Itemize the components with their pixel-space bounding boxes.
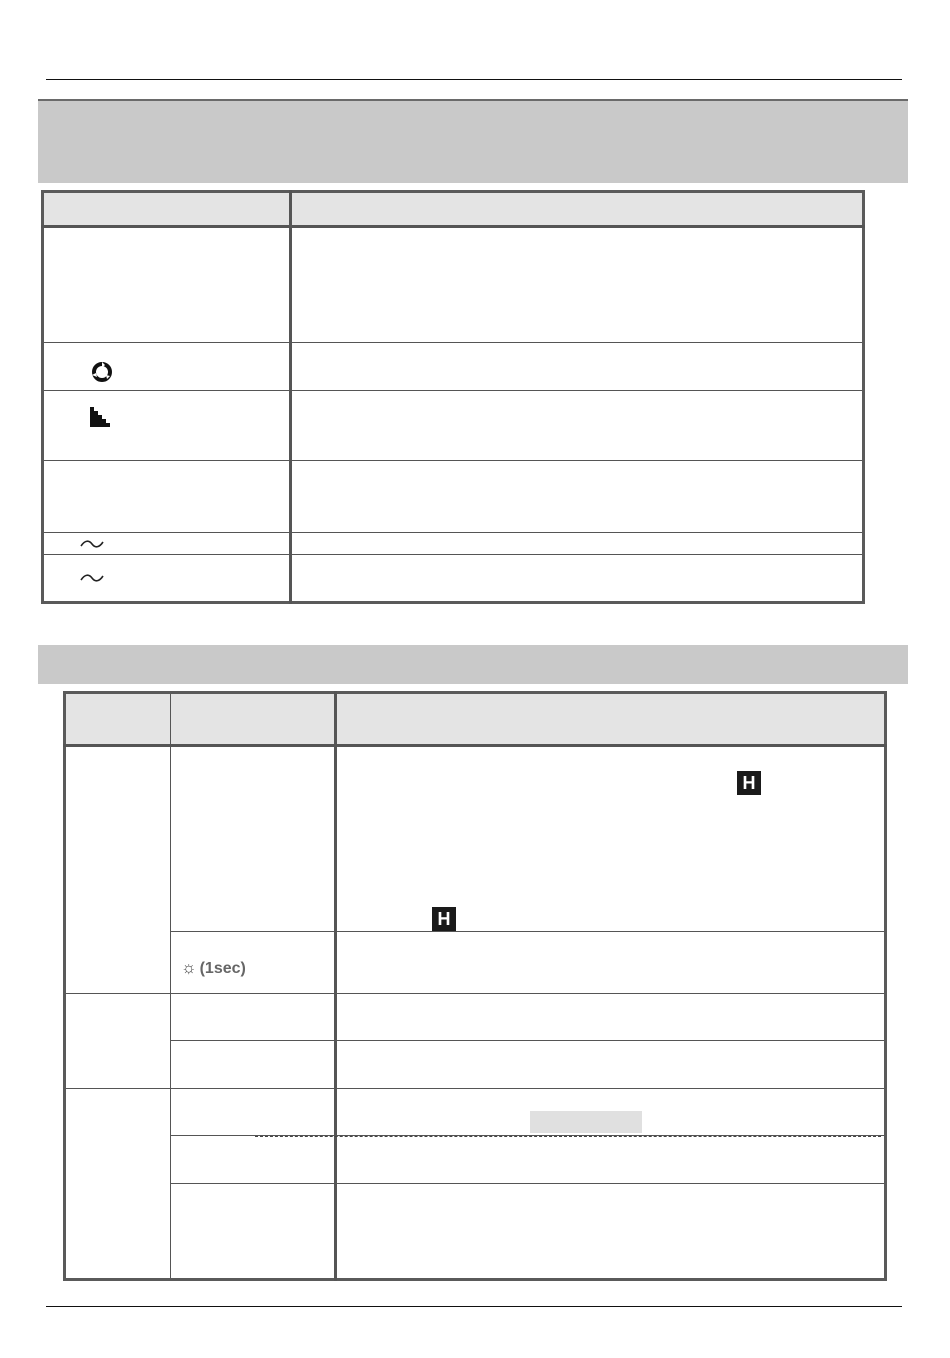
- section-title-band-2: [38, 645, 908, 684]
- table-row: [65, 1136, 886, 1184]
- table-row: [65, 994, 886, 1041]
- tilde-wave-icon: [80, 573, 104, 583]
- description-cell: [291, 343, 864, 391]
- table-row: [65, 1184, 886, 1280]
- function-cell: [336, 1184, 886, 1280]
- ramp-triangle-icon: [90, 407, 110, 427]
- header-rule: [46, 79, 902, 80]
- icon-cell: [43, 227, 291, 343]
- icon-cell: [43, 555, 291, 603]
- dashed-separator: [255, 1136, 881, 1137]
- description-cell: [291, 227, 864, 343]
- icon-description-table: [41, 190, 865, 604]
- function-cell: [336, 746, 886, 932]
- refresh-ring-icon: [91, 361, 113, 383]
- icon-cell: [43, 533, 291, 555]
- header-cell-icon: [43, 192, 291, 227]
- key-cell: [171, 1136, 336, 1184]
- table-row: [65, 746, 886, 932]
- table-row: [43, 555, 864, 603]
- key-function-table: [63, 691, 887, 1281]
- function-cell: [336, 994, 886, 1041]
- function-cell: [336, 1089, 886, 1136]
- section-title-band: [38, 99, 908, 145]
- function-cell: [336, 1041, 886, 1089]
- function-cell: [336, 1136, 886, 1184]
- table-row: [65, 932, 886, 994]
- table-row: [43, 227, 864, 343]
- sun-button-label: ☼ (1sec): [181, 958, 246, 977]
- tilde-wave-icon: [80, 539, 104, 549]
- group-cell: [65, 994, 171, 1089]
- highlight-box: [530, 1111, 642, 1133]
- table-row: [43, 461, 864, 533]
- description-cell: [291, 555, 864, 603]
- key-cell: [171, 994, 336, 1041]
- key-cell: [171, 1041, 336, 1089]
- h-badge-icon: H: [432, 907, 456, 931]
- table-row: [65, 1041, 886, 1089]
- key-cell: [171, 1184, 336, 1280]
- header-cell-3: [336, 693, 886, 746]
- sun-icon: ☼: [181, 958, 197, 977]
- description-cell: [291, 391, 864, 461]
- table-row: [65, 1089, 886, 1136]
- icon-cell: [43, 343, 291, 391]
- table-row: [43, 533, 864, 555]
- header-cell-2: [171, 693, 336, 746]
- header-cell-1: [65, 693, 171, 746]
- group-cell: [65, 1089, 171, 1280]
- table-header-row: [43, 192, 864, 227]
- key-cell: [171, 746, 336, 932]
- icon-cell: [43, 461, 291, 533]
- table-row: [43, 391, 864, 461]
- description-cell: [291, 533, 864, 555]
- description-cell: [291, 461, 864, 533]
- footer-rule: [46, 1306, 902, 1307]
- key-cell: [171, 1089, 336, 1136]
- table-row: [43, 343, 864, 391]
- function-cell: [336, 932, 886, 994]
- header-cell-description: [291, 192, 864, 227]
- h-badge-icon: H: [737, 771, 761, 795]
- key-cell: [171, 932, 336, 994]
- subsection-title-band: [38, 143, 908, 183]
- group-cell: [65, 746, 171, 994]
- table-header-row: [65, 693, 886, 746]
- icon-cell: [43, 391, 291, 461]
